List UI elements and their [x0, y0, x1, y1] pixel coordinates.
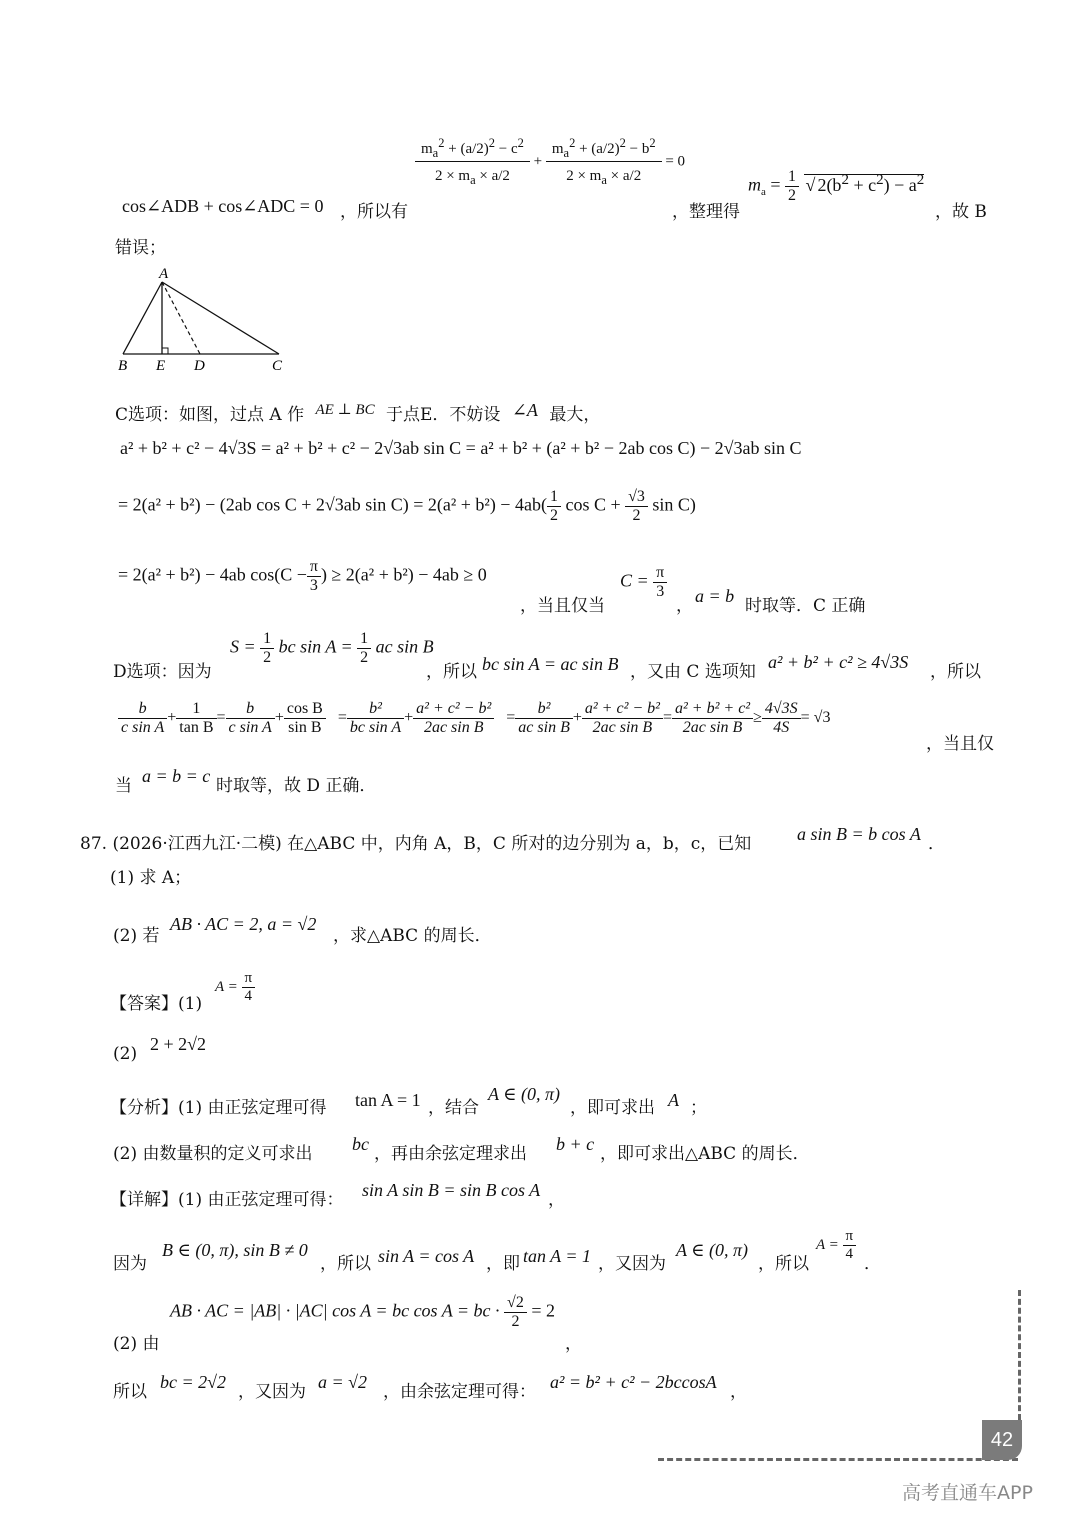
detail-l2-eq2: sin A = cos A	[378, 1246, 475, 1266]
text-you-you-c: ，又由 C 选项知	[630, 662, 756, 682]
label-d: D	[194, 358, 205, 374]
analysis-line-2-a: (2) 由数量积的定义可求出	[113, 1144, 313, 1164]
question-2-suffix: ，求△ABC 的周长．	[333, 926, 492, 946]
c-line-1: a² + b² + c² − 4√3S = a² + b² + c² − 2√3ab sin C = a² + b² + (a² + b² − 2ab cos C) − 2√3ab sin C	[120, 438, 802, 458]
analysis-label: 【分析】(1) 由正弦定理可得	[110, 1098, 327, 1118]
median-fraction-equation: $\frac{m_a^2 + (a/2)^2 - c^2}{2 \times m_a \times a/2}$ + $\frac{m_a^2 + (a/2)^2 - b^2}{2 \times m_a \times a/2}$ = 0	[415, 136, 685, 188]
side-ab	[123, 282, 162, 354]
detail-l3-eq: AB · AC = |AB| · |AC| cos A = bc cos A = bc · $\frac{√2}{2}$ = 2	[170, 1294, 555, 1330]
text-d-correct: 时取等，故 D 正确．	[216, 776, 377, 796]
d-fraction-chain: $\frac{b}{\text{c sin A}}$ + $\frac{1}{\text{tan B}}$ = $\frac{b}{\text{c sin A}}$ + $\frac{\text{cos B}}{\text{sin B}}$ = $\frac{\text{b²}}{\text{bc sin A}}$ + $\frac{\text{a² + c² − b²}}{\text{2ac sin B}}$ = $\frac{\text{b²}}{\text{ac sin B}}$ + $\frac{\text{a² + c² − b²}}{\text{2ac sin B}}$ = $\frac{\text{a² + b² + c²}}{\text{2ac sin B}}$ ≥ $\frac{4√3S}{4S}$ = √3	[118, 700, 830, 737]
text-dangqiejindang: ，当且仅当	[520, 596, 605, 616]
watermark: 高考直通车APP	[902, 1482, 1033, 1504]
median-ad	[162, 282, 200, 354]
answer-2-label: (2)	[113, 1044, 138, 1064]
label-c: C	[272, 358, 283, 374]
right-angle-mark	[162, 348, 168, 354]
detail-l4-comma: ，	[730, 1382, 747, 1402]
a-b-c-equal: a = b = c	[142, 766, 211, 786]
text-dangqiejin: ，当且仅	[926, 734, 994, 754]
cos-sum-equation: cos∠ADB + cos∠ADC = 0	[122, 196, 324, 216]
triangle-diagram	[110, 265, 300, 380]
fraction-left: $\frac{m_a^2 + (a/2)^2 - c^2}{2 \times m_a \times a/2}$	[415, 136, 530, 188]
detail-l2-eq1: B ∈ (0, π), sin B ≠ 0	[162, 1240, 308, 1260]
detail-l2-suoyi-2: ，所以	[758, 1254, 809, 1274]
detail-l4-yuxian: ，由余弦定理可得：	[383, 1382, 536, 1402]
c-line-2: = 2(a² + b²) − (2ab cos C + 2√3ab sin C) = 2(a² + b²) − 4ab( $\frac{1}{2}$ cos C + $\frac{√3}{2}$ sin C)	[118, 488, 696, 524]
page-number: 42	[982, 1420, 1022, 1460]
bc-sina-equation: bc sin A = ac sin B	[482, 654, 619, 674]
detail-l4-suoyi: 所以	[113, 1382, 147, 1402]
text-guB: ，故 B	[935, 202, 987, 222]
detail-l2-youyinwei: ，又因为	[598, 1254, 666, 1274]
label-e: E	[156, 358, 166, 374]
question-2-prefix: (2) 若	[113, 926, 160, 946]
analysis-eq-a: A	[668, 1090, 679, 1110]
detail-l3-you: (2) 由	[113, 1334, 160, 1354]
text-dang: 当	[115, 776, 132, 796]
text-c-correct: 时取等．C 正确	[745, 596, 866, 616]
detail-l4-eq1: bc = 2√2	[160, 1372, 227, 1392]
answer-1: A = $\frac{\pi}{4}$	[215, 970, 255, 1005]
detail-l2-yinwei: 因为	[113, 1254, 147, 1274]
median-length-formula: $m_a$ = $\frac{1}{2}$ √ $2(b^2 + c^2) - a^2$	[748, 168, 925, 204]
analysis-line-2-b: ，再由余弦定理求出	[374, 1144, 527, 1164]
detail-l2-eq3: tan A = 1	[523, 1246, 591, 1266]
analysis-line-2-c: ，即可求出△ABC 的周长．	[600, 1144, 810, 1164]
detail-comma-1: ，	[548, 1190, 565, 1210]
text-suoyi-2: ，所以	[930, 662, 981, 682]
a-equals-b: a = b	[695, 586, 735, 606]
c-line-3: = 2(a² + b²) − 4ab cos(C − $\frac{\pi}{3}$ ) ≥ 2(a² + b²) − 4ab ≥ 0	[118, 558, 487, 594]
page-border-dashed-vertical	[1018, 1290, 1021, 1420]
d-option-intro: D选项：因为	[113, 662, 212, 682]
detail-l2-eq5: A = $\frac{\pi}{4}$	[816, 1228, 856, 1263]
analysis-eq-b-plus-c: b + c	[556, 1134, 595, 1154]
analysis-jike: ，即可求出	[570, 1098, 655, 1118]
problem-87-stem: 87. (2026·江西九江·二模) 在△ABC 中，内角 A，B，C 所对的边分别为 a，b，c，已知	[80, 834, 752, 854]
text-suoyiyou: ，所以有	[340, 202, 408, 222]
label-a: A	[159, 266, 169, 282]
c-option-intro: C选项：如图，过点 A 作 AE ⊥ BC 于点E．不妨设 ∠A 最大，	[115, 400, 601, 425]
answer-2: 2 + 2√2	[150, 1034, 207, 1054]
c-inequality: a² + b² + c² ≥ 4√3S	[768, 652, 909, 672]
text-suoyi: ，所以	[426, 662, 477, 682]
detail-l3-comma: ，	[565, 1334, 582, 1354]
text-zhenglide: ，整理得	[672, 202, 740, 222]
analysis-semicolon: ；	[690, 1098, 707, 1118]
answer-label: 【答案】(1)	[110, 994, 203, 1014]
detail-l2-eq4: A ∈ (0, π)	[676, 1240, 748, 1260]
fraction-right: $\frac{m_a^2 + (a/2)^2 - b^2}{2 \times m_a \times a/2}$	[546, 136, 662, 188]
analysis-eq-range: A ∈ (0, π)	[488, 1084, 560, 1104]
question-2-condition: AB · AC = 2, a = √2	[170, 914, 317, 934]
analysis-jiehe: ，结合	[428, 1098, 479, 1118]
label-b: B	[118, 358, 128, 374]
problem-87-condition: a sin B = b cos A	[797, 824, 921, 844]
c-equals-pi-third: C = $\frac{\pi}{3}$	[620, 564, 667, 601]
detail-l2-ji: ，即	[486, 1254, 520, 1274]
area-formula: S = $\frac{1}{2}$ bc sin A = $\frac{1}{2}$ ac sin B	[230, 630, 434, 666]
detail-l2-suoyi: ，所以	[320, 1254, 371, 1274]
text-comma: ，	[676, 596, 693, 616]
detail-l4-eq2: a = √2	[318, 1372, 368, 1392]
analysis-eq-bc: bc	[352, 1134, 369, 1154]
detail-l2-period: ．	[864, 1254, 881, 1274]
problem-87-period: ．	[928, 834, 945, 854]
page-border-dashed-horizontal	[658, 1458, 1018, 1461]
text-cuowu: 错误；	[115, 238, 166, 258]
question-1: (1) 求 A；	[110, 868, 192, 888]
detail-eq-1: sin A sin B = sin B cos A	[362, 1180, 541, 1200]
side-ac	[162, 282, 279, 354]
analysis-eq-tan: tan A = 1	[355, 1090, 421, 1110]
detail-l4-youyinwei: ，又因为	[238, 1382, 306, 1402]
detail-l4-eq3: a² = b² + c² − 2bccosA	[550, 1372, 717, 1392]
detail-label: 【详解】(1) 由正弦定理可得：	[110, 1190, 344, 1210]
